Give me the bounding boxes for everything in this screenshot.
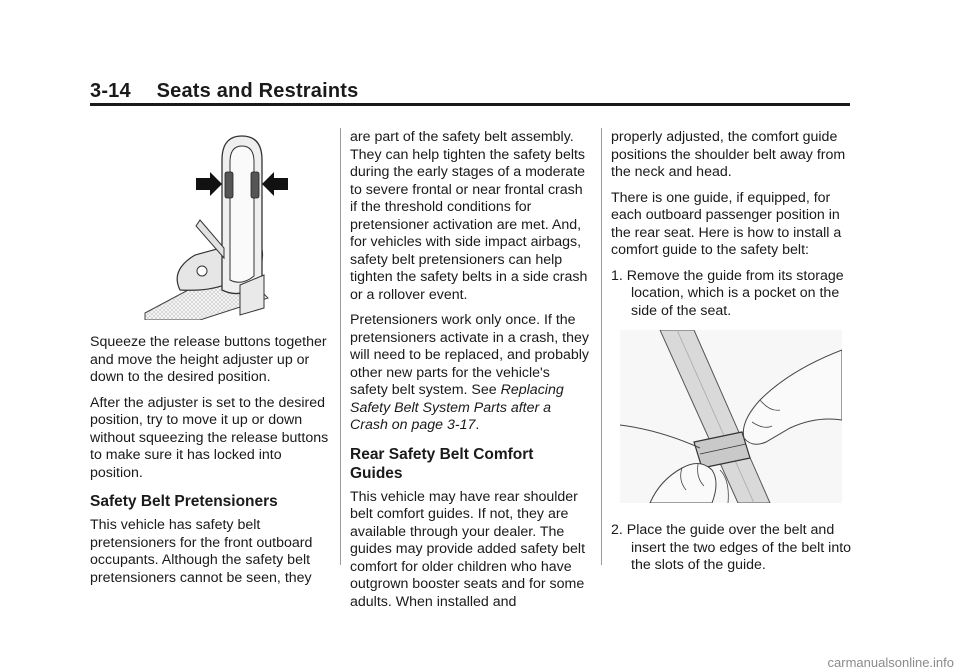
paragraph: Squeeze the release buttons together and move the height adjuster up or down to the desired position.: [90, 334, 327, 385]
paragraph: This vehicle may have rear shoulder belt comfort guides. If not, they are available through your dealer. The guides may provide added safety belt comfort for older children who have outgrown booster seats and for some adults. When installed and: [350, 488, 586, 610]
paragraph: [350, 312, 590, 435]
paragraph: After the adjuster is set to the desired position, try to move it up or down without squeezing the release buttons to make sure it has locked into position.: [90, 394, 329, 481]
paragraph: This vehicle has safety belt pretensioners for the front outboard occupants. Although the safety belt pretensioners cannot be seen, they: [90, 517, 313, 586]
height-adjuster-illustration: [140, 130, 330, 320]
comfort-guide-illustration: [620, 330, 842, 503]
section-heading-pretensioners: Safety Belt Pretensioners: [90, 493, 278, 510]
arrow-right-icon: [196, 172, 222, 196]
column-1: [90, 334, 330, 595]
column-3: [611, 129, 856, 328]
section-heading-comfort-guides: Rear Safety Belt Comfort Guides: [350, 445, 534, 482]
cross-reference-link[interactable]: Replacing Safety Belt System Parts after a Crash on page 3-17: [350, 382, 564, 433]
arrow-left-icon: [262, 172, 288, 196]
release-button-left: [225, 172, 233, 198]
step-1: 1. Remove the guide from its storage location, which is a pocket on the side of the seat.: [611, 267, 844, 319]
paragraph-text: Pretensioners work only once. If the pretensioners activate in a crash, they will need to be replaced, and probably other new parts for the vehicle's safety belt system. See: [350, 312, 589, 398]
header-rule: [90, 103, 850, 106]
column-3-continued: [611, 522, 856, 583]
paragraph: are part of the safety belt assembly. They can help tighten the safety belts during the early stages of a moderate to severe frontal or near frontal crash if the threshold conditions for pretensioner activation are met. And, for vehicles with side impact airbags, safety belt pretensioners can help tighten the safety belts in a side crash or a rollover event.: [350, 129, 588, 303]
step-2: 2. Place the guide over the belt and insert the two edges of the belt into the slots of the guide.: [611, 522, 852, 573]
period: .: [475, 417, 480, 433]
section-title: Seats and Restraints: [156, 80, 359, 102]
column-divider-2: [601, 128, 602, 565]
column-divider-1: [340, 128, 341, 565]
page-header: [90, 80, 358, 103]
release-button-right: [251, 172, 259, 198]
page-number: 3-14: [90, 80, 131, 102]
paragraph: properly adjusted, the comfort guide positions the shoulder belt away from the neck and head.: [611, 129, 846, 180]
column-2: [350, 129, 590, 619]
watermark: carmanualsonline.info: [827, 655, 954, 670]
paragraph: There is one guide, if equipped, for each outboard passenger position in the rear seat. Here is how to install a comfort guide to the safety belt:: [611, 189, 842, 258]
